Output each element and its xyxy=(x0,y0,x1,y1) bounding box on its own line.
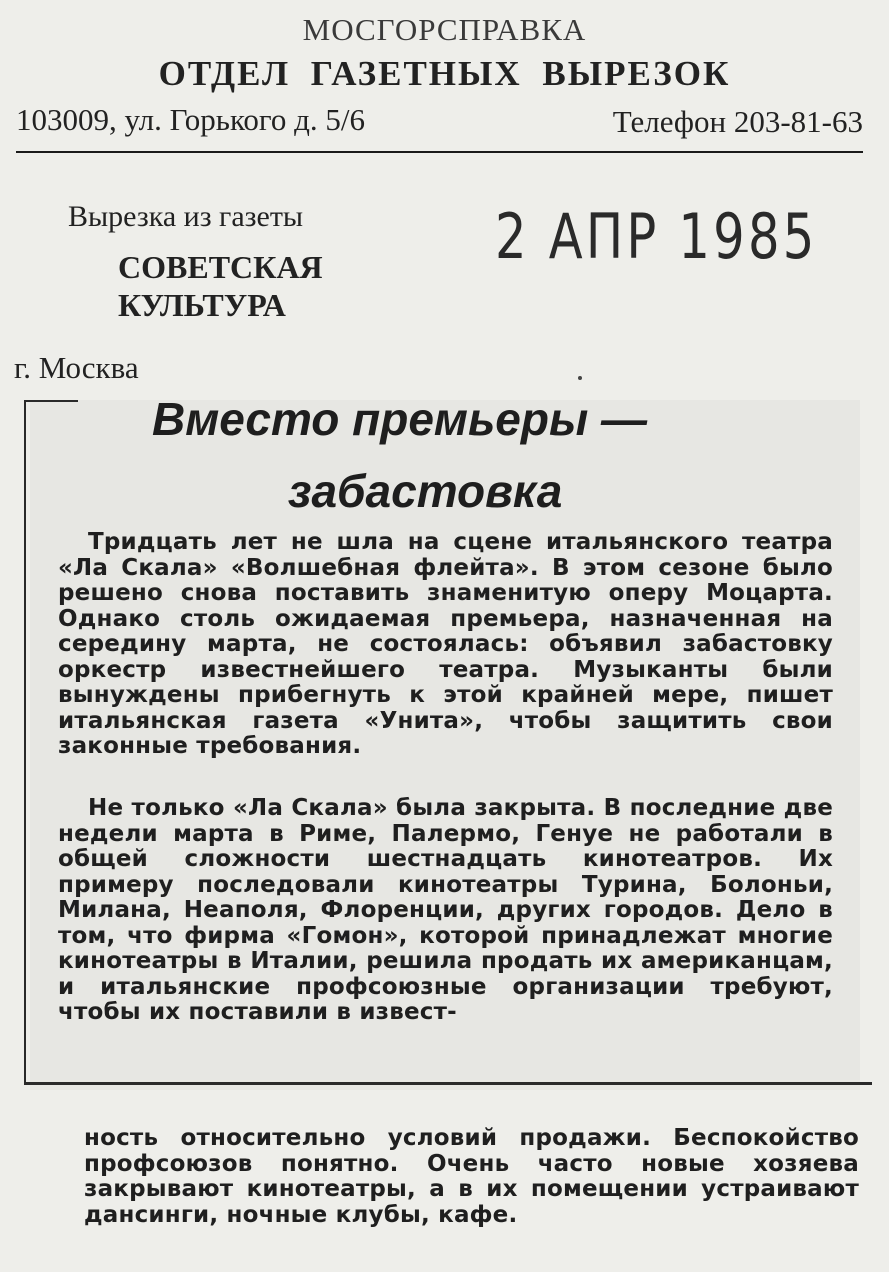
clipping-label: Вырезка из газеты xyxy=(68,200,304,233)
paragraph-text: ность относительно условий продажи. Беспокойство профсоюзов понятно. Очень часто новые хозяева закрывают кинотеатры, а в их помещении устраивают дансинги, ночные клубы, кафе. xyxy=(84,1125,859,1228)
article-paragraph xyxy=(58,530,833,760)
header-divider xyxy=(16,151,863,153)
date-stamp: 2 АПР 1985 xyxy=(495,200,818,273)
frame-top-border xyxy=(24,400,78,402)
department-name: ОТДЕЛ ГАЗЕТНЫХ ВЫРЕЗОК xyxy=(158,54,731,93)
paragraph-text: Не только «Ла Скала» была закрыта. В последние две недели марта в Риме, Палермо, Генуе не работали в общей сложности шестнадцать кинотеатров. Их примеру последовали кинотеатры Турина, Болоньи, Милана, Неаполя, Флоренции, других городов. Дело в том, что фирма «Гомон», которой принадлежат многие кинотеатры в Италии, решила продать их американцам, и итальянские профсоюзные организации требуют, чтобы их поставили в извест- xyxy=(58,795,833,1025)
frame-left-border xyxy=(24,400,26,1083)
article-title-line2: забастовка xyxy=(288,465,563,517)
agency-address: 103009, ул. Горького д. 5/6 xyxy=(16,102,366,137)
agency-name: МОСГОРСПРАВКА xyxy=(302,12,587,47)
frame-bottom-border xyxy=(24,1082,872,1085)
city-label: г. Москва xyxy=(14,350,139,385)
newspaper-name: СОВЕТСКАЯ КУЛЬТУРА xyxy=(118,249,323,323)
print-speck xyxy=(578,376,582,380)
agency-phone: Телефон 203-81-63 xyxy=(612,104,863,139)
article-paragraph-continued xyxy=(84,1126,859,1228)
article-title-line1: Вместо премьеры — xyxy=(152,393,648,445)
article-paragraph xyxy=(58,796,833,1026)
paragraph-text: Тридцать лет не шла на сцене итальянского театра «Ла Скала» «Волшебная флейта». В этом сезоне было решено снова поставить знаменитую оперу Моцарта. Однако столь ожидаемая премьера, назначенная на середину марта, не состоялась: объявил забастовку оркестр известнейшего театра. Музыканты были вынуждены прибегнуть к этой крайней мере, пишет итальянская газета «Унита», чтобы защитить свои законные требования. xyxy=(58,529,833,759)
